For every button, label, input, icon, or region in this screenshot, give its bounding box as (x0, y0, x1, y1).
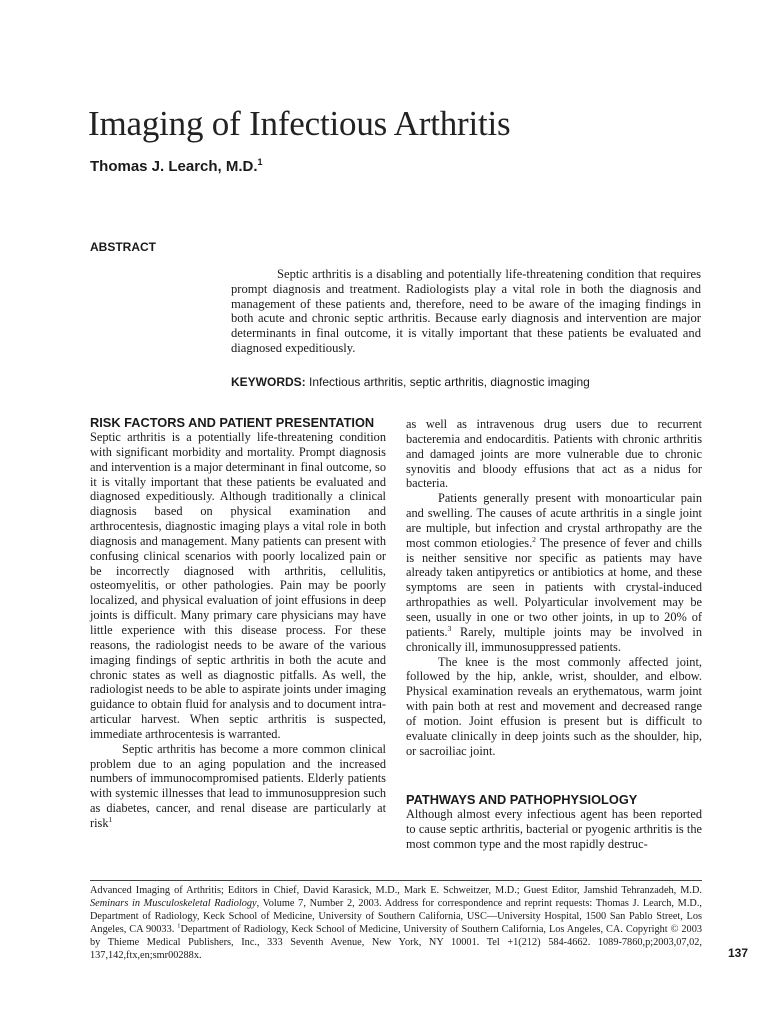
page-number: 137 (728, 946, 749, 960)
article-title: Imaging of Infectious Arthritis (88, 104, 511, 143)
risk-paragraph-3-text-a: Patients generally present with monoarticular pain and swelling. The causes of acute arthritis in a single joint are multiple, but infection and crystal arthropathy are the most common etiologies. (406, 491, 702, 550)
risk-paragraph-3-text-c: Rarely, multiple joints may be involved in chronically ill, immunosuppressed patients. (406, 624, 702, 654)
keywords-label: KEYWORDS: (231, 375, 306, 389)
keywords-line (231, 375, 701, 389)
citation-marker: 1 (108, 814, 113, 824)
left-column (90, 415, 386, 831)
footnote-divider (90, 880, 702, 881)
article-footnote (90, 884, 702, 962)
author-name (90, 158, 263, 175)
risk-paragraph-2-text: Septic arthritis has become a more common clinical problem due to an aging population and the increased numbers of immunocompromised patients. Elderly patients with systemic illnesses that lead to immunosuppresion such as diabetes, cancer, and renal disease are particularly at risk (90, 741, 386, 830)
footnote-text-3: Department of Radiology, Keck School of Medicine, University of Southern California, Los Angeles, CA. Copyright © 2003 by Thieme Medical Publishers, Inc., 333 Seventh Avenue, New York, NY 10001. Tel +1(212) 584-4662. 1089-7860,p;2003,07,02, 137,142,ftx,en;smr00288x. (90, 924, 703, 961)
risk-paragraph-1: Septic arthritis is a potentially life-threatening condition with significant morbidity and mortality. Prompt diagnosis and intervention is a major determinant in final outcome, so it is vitally important that these patients be evaluated and diagnosed expeditiously. Although traditionally a clinical diagnosis based on physical examination and arthrocentesis, diagnostic imaging plays a vital role in both diagnosis and management. Many patients can present with confusing clinical scenarios with poorly localized pain or be incorrectly diagnosed with arthritis, cellulitis, osteomyelitis, or other pathologies. Pain may be poorly localized, and physical evaluation of joint effusions in deep joints is difficult. Many primary care physicians may have little experience with this disease process. For these reasons, the radiologist needs to be aware of the various imaging findings of septic arthritis in both the acute and chronic states as well as diagnostic pitfalls. As well, the radiologist needs to be able to aspirate joints under imaging guidance to obtain fluid for analysis and to document intra-articular harvest. When septic arthritis is suspected, immediate arthrocentesis is warranted. (90, 430, 386, 741)
section-spacer (406, 758, 702, 792)
journal-name: Seminars in Musculoskeletal Radiology (90, 898, 257, 909)
citation-marker: 3 (447, 623, 452, 633)
pathways-paragraph-1: Although almost every infectious agent has been reported to cause septic arthritis, bacterial or pyogenic arthritis is the most common type and the most rapidly destruc- (406, 807, 702, 852)
author-note-marker: 1 (257, 157, 263, 167)
section-heading-pathways: PATHWAYS AND PATHOPHYSIOLOGY (406, 792, 638, 808)
author-name-text: Thomas J. Learch, M.D. (90, 158, 258, 175)
risk-paragraph-2 (90, 742, 386, 831)
right-column (406, 417, 702, 852)
footnote-text-2: , Volume 7, Number 2, 2003. Address for correspondence and reprint requests: Thomas J. Learch, M.D., Department of Radiology, Keck School of Medicine, University of Southern California, USC—University Hospital, 1500 San Pablo Street, Los Angeles, CA 90033. (90, 898, 702, 935)
citation-marker: 2 (532, 534, 536, 544)
risk-paragraph-3 (406, 491, 702, 654)
abstract-text: Septic arthritis is a disabling and potentially life-threatening condition that requires prompt diagnosis and treatment. Radiologists play a vital role in both the diagnosis and management of these patients and, therefore, need to be aware of the imaging findings in both acute and chronic septic arthritis. Because early diagnosis and intervention are major determinants in final outcome, it is vitally important that these patients be evaluated and diagnosed expeditiously. (231, 267, 701, 355)
affiliation-marker: 1 (177, 922, 181, 930)
footnote-text-1: Advanced Imaging of Arthritis; Editors in Chief, David Karasick, M.D., Mark E. Schweitzer, M.D.; Guest Editor, Jamshid Tehranzadeh, M.D. (90, 885, 702, 896)
abstract-heading: ABSTRACT (90, 240, 156, 254)
section-heading-risk-factors: RISK FACTORS AND PATIENT PRESENTATION (90, 415, 375, 430)
risk-paragraph-2-end: as well as intravenous drug users due to recurrent bacteremia and endocarditis. Patients with chronic arthritis and damaged joints are more vulnerable due to chronic synovitis and bloody effusions that act as a nidus for bacteria. (406, 417, 702, 491)
risk-paragraph-3-text-b: The presence of fever and chills is neither sensitive nor specific as patients may have already taken antipyretics or antibiotics at home, and these symptoms are seen in patients with crystal-induced arthropathies as well. Polyarticular involvement may be seen, usually in one or two other joints, in up to 20% of patients. (406, 535, 702, 639)
risk-paragraph-4: The knee is the most commonly affected joint, followed by the hip, ankle, wrist, shoulder, and elbow. Physical examination reveals an erythematous, warm joint with pain both at rest and movement and decreased range of motion. Joint effusion is present but is difficult to evaluate clinically in deep joints such as the shoulder, hip, or sacroiliac joint. (406, 654, 702, 758)
keywords-list: Infectious arthritis, septic arthritis, diagnostic imaging (309, 375, 590, 389)
